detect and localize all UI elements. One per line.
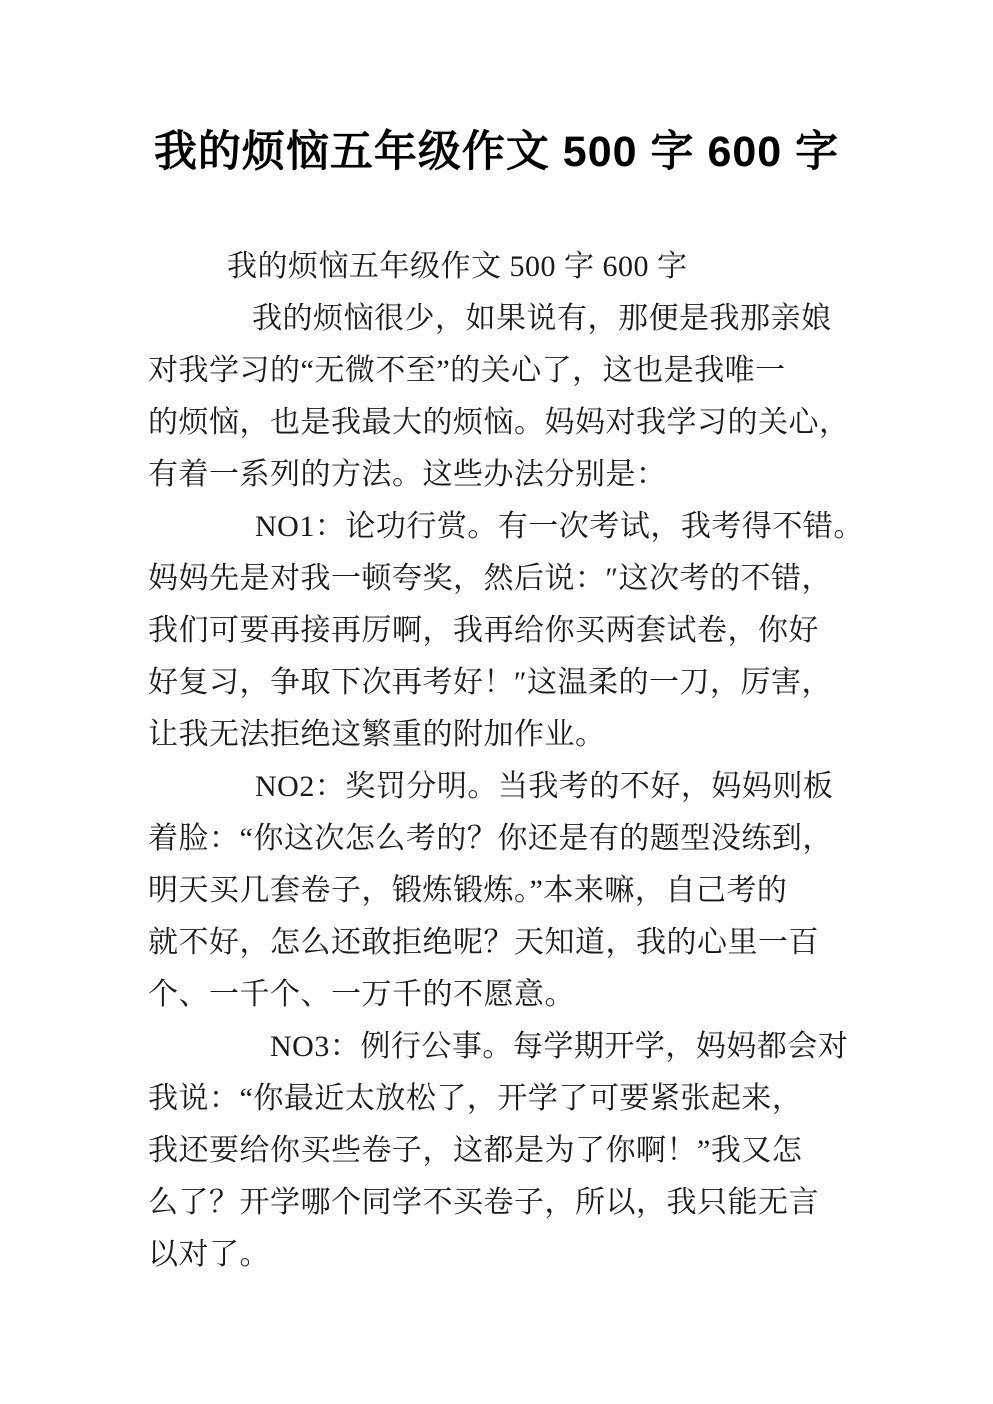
text-line: 妈妈先是对我一顿夸奖，然后说：″这次考的不错， — [148, 562, 832, 595]
text-line: NO3：例行公事。每学期开学，妈妈都会对 — [270, 1030, 849, 1063]
text-line: 我的烦恼很少，如果说有，那便是我那亲娘 — [252, 302, 832, 335]
text-line: NO2：奖罚分明。当我考的不好，妈妈则板 — [255, 770, 834, 803]
text-line: 个、一千个、一万千的不愿意。 — [148, 978, 575, 1011]
paragraph-no2 — [148, 761, 848, 1021]
paragraph-no3 — [148, 1021, 848, 1281]
text-line: 么了？开学哪个同学不买卷子，所以，我只能无言 — [148, 1186, 819, 1219]
page-title: 我的烦恼五年级作文 500 字 600 字 — [153, 128, 840, 176]
text-line: 的烦恼，也是我最大的烦恼。妈妈对我学习的关心， — [148, 406, 850, 439]
text-line: 以对了。 — [148, 1238, 270, 1271]
text-line: 我的烦恼五年级作文 500 字 600 字 — [227, 250, 688, 283]
subtitle-paragraph — [148, 241, 848, 293]
text-line: 就不好，怎么还敢拒绝呢？天知道，我的心里一百 — [148, 926, 819, 959]
text-line: 我还要给你买些卷子，这都是为了你啊！”我又怎 — [148, 1134, 803, 1167]
document-body — [148, 241, 864, 1281]
text-line: 我们可要再接再厉啊，我再给你买两套试卷，你好 — [148, 614, 819, 647]
text-line: 好复习，争取下次再考好！″这温柔的一刀，厉害， — [148, 666, 832, 699]
text-line: 让我无法拒绝这繁重的附加作业。 — [148, 718, 606, 751]
text-line: 明天买几套卷子，锻炼锻炼。”本来嘛，自己考的 — [148, 874, 788, 907]
text-line: 我说：“你最近太放松了，开学了可要紧张起来， — [148, 1082, 803, 1115]
text-line: 有着一系列的方法。这些办法分别是： — [148, 458, 667, 491]
text-line: NO1：论功行赏。有一次考试，我考得不错。 — [255, 510, 864, 543]
paragraph-intro — [148, 293, 848, 501]
text-line: 着脸：“你这次怎么考的？你还是有的题型没练到， — [148, 822, 833, 855]
text-line: 对我学习的“无微不至”的关心了，这也是我唯一 — [148, 354, 786, 387]
paragraph-no1 — [148, 501, 864, 761]
